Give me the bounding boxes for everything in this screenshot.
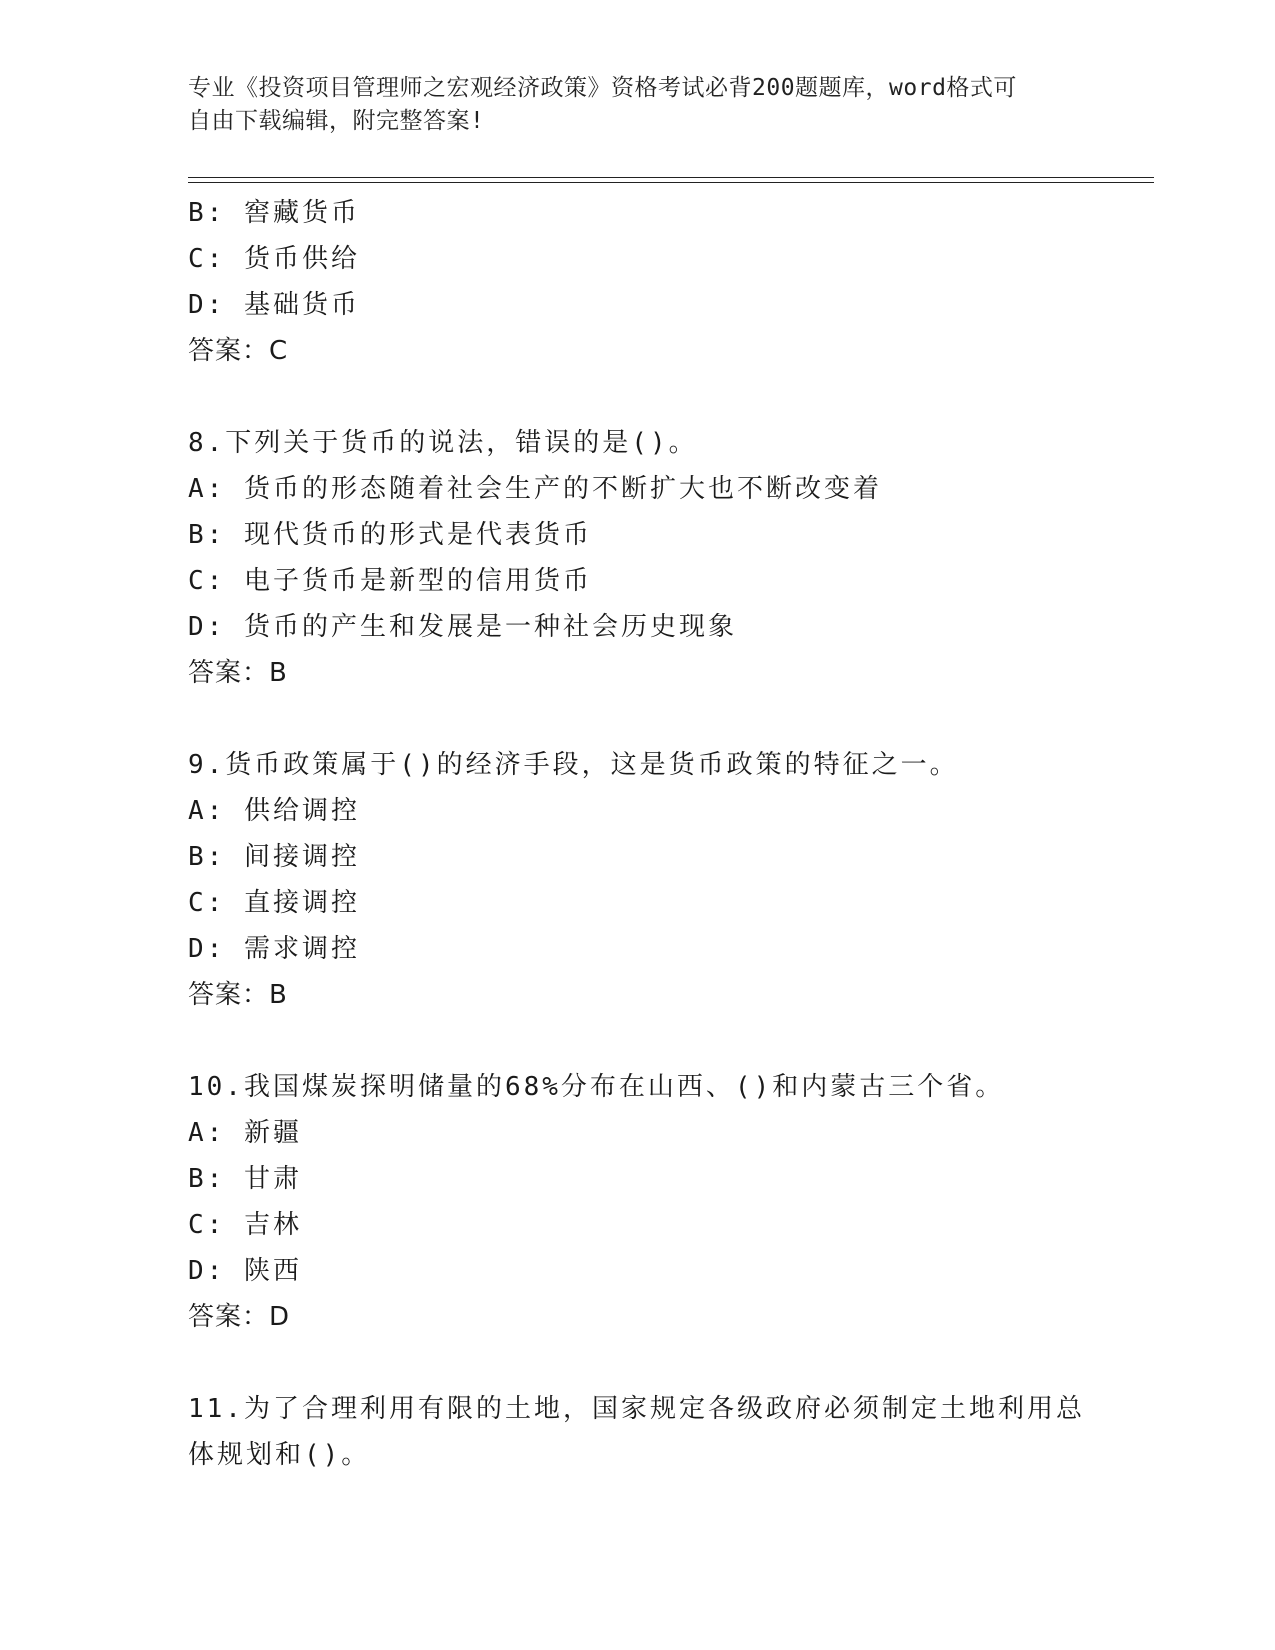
spacer [188, 374, 1154, 420]
option-b: B: 现代货币的形式是代表货币 [188, 520, 592, 550]
answer-line: 答案：B [188, 980, 288, 1010]
header-line-1: 专业《投资项目管理师之宏观经济政策》资格考试必背200题题库，word格式可 [188, 75, 1017, 101]
spacer [188, 696, 1154, 742]
answer-line: 答案：B [188, 658, 288, 688]
option-d: D: 需求调控 [188, 934, 360, 964]
question-8 [188, 420, 1154, 696]
option-c: C: 电子货币是新型的信用货币 [188, 566, 592, 596]
option-b: B: 间接调控 [188, 842, 360, 872]
option-c: C: 直接调控 [188, 888, 360, 918]
spacer [188, 1018, 1154, 1064]
question-9 [188, 742, 1154, 1018]
header-line-2: 自由下载编辑，附完整答案! [188, 108, 485, 134]
option-b: B: 甘肃 [188, 1164, 302, 1194]
header-rule-bottom [188, 182, 1154, 183]
spacer [188, 1340, 1154, 1386]
question-11 [188, 1386, 1154, 1478]
question-text: 9.货币政策属于()的经济手段，这是货币政策的特征之一。 [188, 750, 959, 780]
option-c: C: 吉林 [188, 1210, 302, 1240]
option-c: C: 货币供给 [188, 244, 360, 274]
question-list [188, 190, 1154, 1478]
document-header [188, 72, 1088, 138]
question-fragment [188, 190, 1154, 374]
option-a: A: 新疆 [188, 1118, 302, 1148]
question-text-line-2: 体规划和()。 [188, 1440, 371, 1470]
option-d: D: 陕西 [188, 1256, 302, 1286]
question-text: 10.我国煤炭探明储量的68%分布在山西、()和内蒙古三个省。 [188, 1072, 1005, 1102]
question-text-line-1: 11.为了合理利用有限的土地，国家规定各级政府必须制定土地利用总 [188, 1394, 1085, 1424]
option-d: D: 基础货币 [188, 290, 360, 320]
answer-line: 答案：C [188, 336, 289, 366]
option-d: D: 货币的产生和发展是一种社会历史现象 [188, 612, 737, 642]
option-a: A: 货币的形态随着社会生产的不断扩大也不断改变着 [188, 474, 882, 504]
option-b: B: 窖藏货币 [188, 198, 360, 228]
header-rule-top [188, 177, 1154, 178]
option-a: A: 供给调控 [188, 796, 360, 826]
question-10 [188, 1064, 1154, 1340]
question-text: 8.下列关于货币的说法，错误的是()。 [188, 428, 698, 458]
answer-line: 答案：D [188, 1302, 291, 1332]
